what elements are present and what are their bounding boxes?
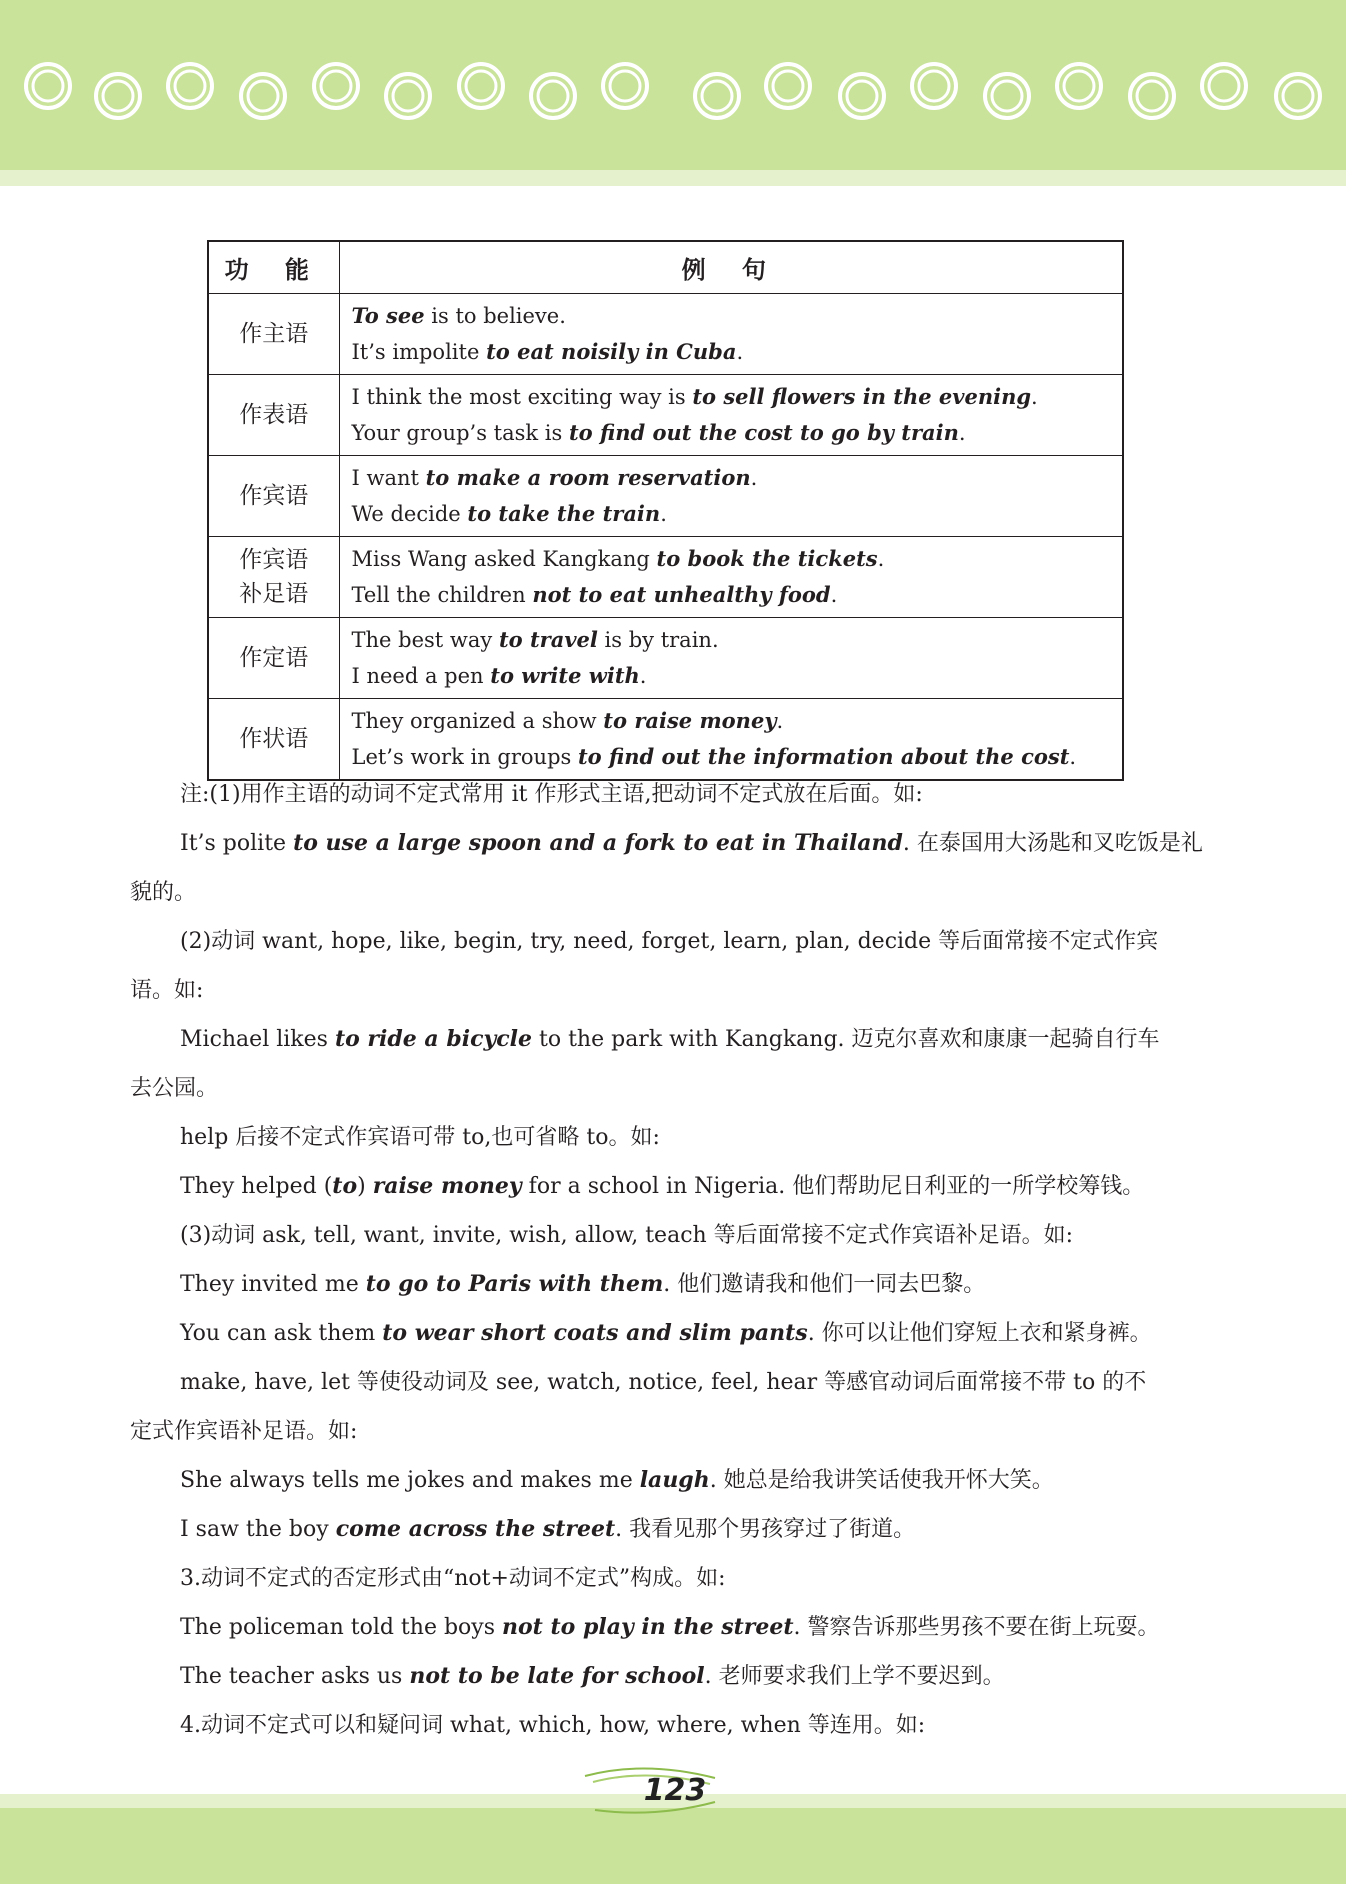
function-cell: 作定语 [208, 617, 339, 698]
ring-icon [168, 64, 212, 108]
example-sentence: Tell the children not to eat unhealthy food. [351, 581, 838, 607]
body-text [130, 770, 1222, 1750]
ring-icon [314, 64, 358, 108]
function-cell [208, 536, 339, 617]
example-line-continued: 去公园。 [130, 1076, 219, 1101]
ring-icon [96, 74, 140, 118]
example-cell [339, 374, 1123, 455]
example-line: You can ask them to wear short coats and slim pants. 你可以让他们穿短上衣和紧身裤。 [180, 1320, 1152, 1346]
infinitive-function-table [207, 240, 1124, 781]
table-row [208, 374, 1123, 455]
note-1: 注:(1)用作主语的动词不定式常用 it 作形式主语,把动词不定式放在后面。如: [180, 782, 923, 807]
note-2: (2)动词 want, hope, like, begin, try, need, forget, learn, plan, decide 等后面常接不定式作宾 [180, 929, 1159, 954]
ring-icon [603, 64, 647, 108]
example-sentence: It’s impolite to eat noisily in Cuba. [351, 338, 744, 364]
example-sentence: They organized a show to raise money. [351, 707, 784, 733]
ring-icon [26, 64, 70, 108]
example-cell [339, 698, 1123, 780]
header-function: 功 能 [208, 241, 339, 293]
example-cell [339, 617, 1123, 698]
example-sentence: I want to make a room reservation. [351, 464, 758, 490]
ring-icon [1202, 64, 1246, 108]
example-cell [339, 293, 1123, 374]
point-4: 4.动词不定式可以和疑问词 what, which, how, where, when 等连用。如: [180, 1713, 926, 1738]
function-cell: 作表语 [208, 374, 339, 455]
ring-icon [531, 74, 575, 118]
ring-icon [985, 74, 1029, 118]
decorative-rings [0, 0, 1346, 170]
example-line: Michael likes to ride a bicycle to the park with Kangkang. 迈克尔喜欢和康康一起骑自行车 [180, 1026, 1160, 1052]
example-line: They invited me to go to Paris with them. 他们邀请我和他们一同去巴黎。 [180, 1271, 986, 1297]
example-line: I saw the boy come across the street. 我看见那个男孩穿过了街道。 [180, 1516, 916, 1542]
point-3: 3.动词不定式的否定形式由“not+动词不定式”构成。如: [180, 1566, 726, 1591]
header-stripe [0, 170, 1346, 186]
table-row [208, 293, 1123, 374]
function-cell: 作主语 [208, 293, 339, 374]
example-sentence: We decide to take the train. [351, 500, 667, 526]
note-make-continued: 定式作宾语补足语。如: [130, 1419, 358, 1444]
function-cell: 作宾语 [208, 455, 339, 536]
footer-band [0, 1808, 1346, 1884]
example-line: It’s polite to use a large spoon and a fork to eat in Thailand. 在泰国用大汤匙和叉吃饭是礼 [180, 830, 1203, 856]
ring-icon [386, 74, 430, 118]
help-note: help 后接不定式作宾语可带 to,也可省略 to。如: [180, 1125, 660, 1150]
function-cell: 作状语 [208, 698, 339, 780]
function-label-line: 作宾语 [239, 546, 309, 573]
table-row [208, 698, 1123, 780]
example-sentence: To see is to believe. [351, 302, 566, 328]
ring-icon [1057, 64, 1101, 108]
note-2-continued: 语。如: [130, 978, 204, 1003]
example-line: The policeman told the boys not to play in the street. 警察告诉那些男孩不要在街上玩耍。 [180, 1614, 1160, 1640]
ring-icon [840, 74, 884, 118]
example-line-continued: 貌的。 [130, 880, 197, 905]
page-number: 123 [643, 1773, 707, 1808]
note-3: (3)动词 ask, tell, want, invite, wish, allow, teach 等后面常接不定式作宾语补足语。如: [180, 1223, 1074, 1248]
example-sentence: Let’s work in groups to find out the information about the cost. [351, 743, 1077, 769]
ring-icon [766, 64, 810, 108]
table-row [208, 455, 1123, 536]
header-examples: 例 句 [339, 241, 1123, 293]
ring-icon [912, 64, 956, 108]
example-line: She always tells me jokes and makes me laugh. 她总是给我讲笑话使我开怀大笑。 [180, 1467, 1054, 1493]
ring-icon [695, 74, 739, 118]
table-row [208, 536, 1123, 617]
example-line: The teacher asks us not to be late for school. 老师要求我们上学不要迟到。 [180, 1663, 1005, 1689]
function-label-line: 补足语 [239, 580, 309, 607]
ring-icon [1276, 74, 1320, 118]
example-sentence: I think the most exciting way is to sell flowers in the evening. [351, 383, 1038, 409]
example-sentence: Miss Wang asked Kangkang to book the tickets. [351, 545, 885, 571]
note-make: make, have, let 等使役动词及 see, watch, notice, feel, hear 等感官动词后面常接不带 to 的不 [180, 1370, 1147, 1395]
example-cell [339, 455, 1123, 536]
table-header-row [208, 241, 1123, 293]
ring-icon [459, 64, 503, 108]
example-cell [339, 536, 1123, 617]
example-sentence: The best way to travel is by train. [351, 626, 719, 652]
example-line: They helped (to) raise money for a school in Nigeria. 他们帮助尼日利亚的一所学校筹钱。 [180, 1173, 1145, 1199]
table-row [208, 617, 1123, 698]
example-sentence: Your group’s task is to find out the cost to go by train. [351, 419, 966, 445]
ring-icon [241, 74, 285, 118]
example-sentence: I need a pen to write with. [351, 662, 647, 688]
ring-icon [1130, 74, 1174, 118]
